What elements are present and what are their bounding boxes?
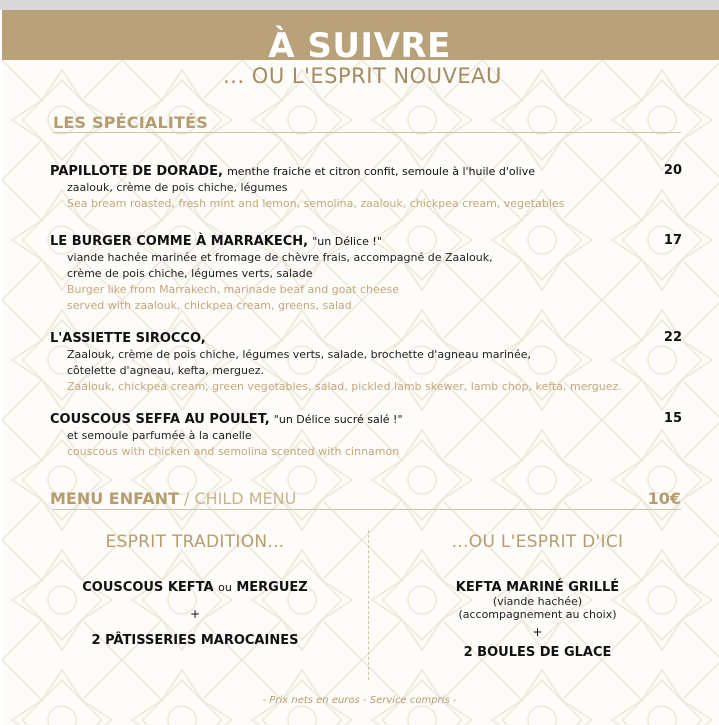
menu-item [50, 330, 682, 395]
page-subtitle: ... OU L'ESPRIT NOUVEAU [223, 64, 502, 88]
menu-item-price: 15 [663, 411, 682, 426]
menu-item-heading [50, 330, 682, 347]
menu-item-name: LE BURGER COMME À MARRAKECH, [50, 234, 309, 249]
menu-item-price: 22 [663, 330, 682, 345]
kids-menu-heading-en: / CHILD MENU [178, 489, 297, 508]
kids-column-divider [368, 530, 369, 680]
plus-sign: + [532, 625, 543, 639]
page-title: À SUIVRE [268, 26, 451, 66]
menu-item [50, 163, 682, 212]
menu-item-detail: crème de pois chiche, légumes verts, salade [67, 267, 313, 280]
kids-option-note: (viande hachée) [492, 595, 583, 608]
menu-item-detail: et semoule parfumée à la canelle [67, 429, 252, 442]
menu-item-english: Zaalouk, chickpea cream, green vegetables, salad, pickled lamb skewer, lamb chop, kefta, merguez. [67, 380, 622, 393]
kids-menu-heading [50, 489, 296, 508]
menu-item-description: "un Délice sucré salé !" [273, 413, 403, 426]
menu-item-english: Burger like from Marrakech, marinade beaf and goat cheese [67, 283, 400, 296]
kids-menu-divider [53, 509, 681, 510]
menu-item-english: served with zaalouk, chickpea cream, greens, salad [67, 299, 352, 312]
kids-option-tradition [40, 532, 350, 648]
menu-item-price: 20 [663, 163, 682, 178]
kids-menu-price: 10€ [647, 489, 681, 508]
menu-item-name: L'ASSIETTE SIROCCO, [50, 331, 206, 346]
menu-item-description: menthe fraiche et citron confit, semoule à l'huile d'olive [227, 165, 535, 178]
menu-item-detail: côtelette d'agneau, kefta, merguez. [67, 364, 265, 377]
kids-option-dish: KEFTA MARINÉ GRILLÉ [455, 580, 620, 595]
specialites-heading: LES SPÉCIALITÉS [53, 113, 208, 132]
kids-menu-heading-fr: MENU ENFANT [50, 489, 179, 508]
top-edge [0, 0, 719, 10]
menu-item [50, 233, 682, 314]
menu-item-heading [50, 163, 682, 180]
dish-or: ou [218, 581, 232, 594]
kids-option-dessert: 2 BOULES DE GLACE [463, 645, 612, 660]
menu-item-name: COUSCOUS SEFFA AU POULET, [50, 412, 270, 427]
menu-item-english: Sea bream roasted, fresh mint and lemon, semolina, zaalouk, chickpea cream, vegetables [67, 197, 565, 210]
kids-option-note: (accompagnement au choix) [458, 608, 617, 621]
menu-item-description: "un Délice !" [312, 235, 382, 248]
menu-item-english: couscous with chicken and semolina scented with cinnamon [67, 445, 400, 458]
menu-item-detail: Zaalouk, crème de pois chiche, légumes verts, salade, brochette d'agneau marinée, [67, 348, 532, 361]
menu-item-detail: zaalouk, crème de pois chiche, légumes [67, 181, 288, 194]
plus-sign: + [189, 607, 201, 621]
menu-item-heading [50, 411, 682, 428]
footer-note: - Prix nets en euros - Service compris - [262, 695, 457, 706]
kids-option-heading: ...OU L'ESPRIT D'ICI [451, 532, 624, 552]
kids-option-dessert: 2 PÂTISSERIES MAROCAINES [91, 633, 299, 648]
menu-item-name: PAPILLOTE DE DORADE, [50, 164, 223, 179]
menu-item-detail: viande hachée marinée et fromage de chèvre frais, accompagné de Zaalouk, [67, 251, 493, 264]
kids-option-heading: ESPRIT TRADITION... [105, 532, 285, 552]
specialites-divider [53, 132, 681, 133]
menu-item-price: 17 [663, 233, 682, 248]
menu-item-heading [50, 233, 682, 250]
menu-item [50, 411, 682, 460]
kids-option-ici [385, 532, 690, 660]
kids-option-dish [40, 580, 350, 595]
dish-name: COUSCOUS KEFTA [82, 580, 214, 595]
dish-name: MERGUEZ [236, 580, 308, 595]
